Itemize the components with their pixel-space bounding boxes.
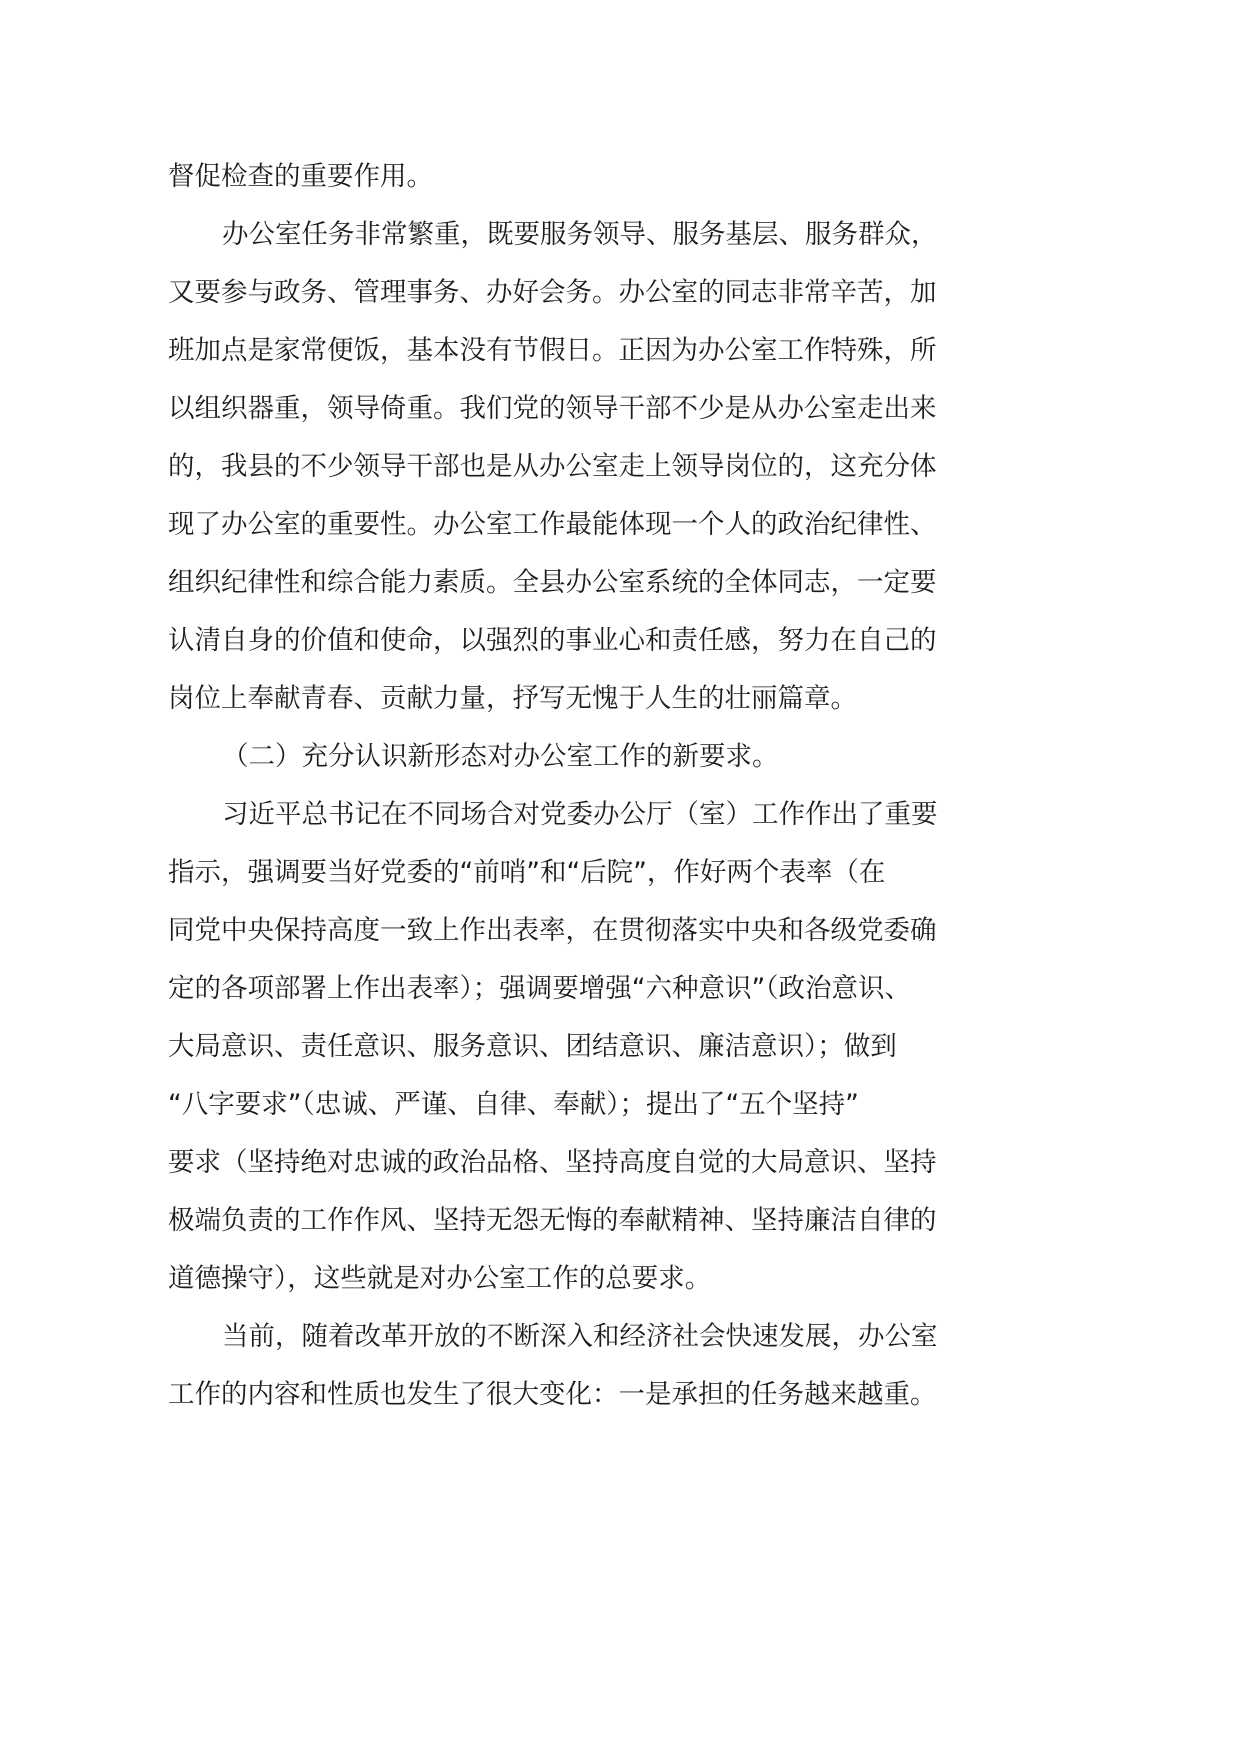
- text-line: “八字要求”（忠诚、严谨、自律、奉献）；提出了“五个坚持”: [168, 1089, 859, 1120]
- text-line: 督促检查的重要作用。: [168, 161, 433, 192]
- paragraph: [168, 206, 1068, 728]
- section-heading: [168, 728, 1068, 786]
- text-line: 同党中央保持高度一致上作出表率，在贯彻落实中央和各级党委确: [168, 915, 937, 946]
- paragraph-continuation: [168, 148, 1068, 206]
- text-line: 指示，强调要当好党委的“前哨”和“后院”，作好两个表率（在: [168, 857, 886, 888]
- text-line: 当前，随着改革开放的不断深入和经济社会快速发展，办公室: [222, 1321, 938, 1352]
- paragraph: [168, 1308, 1068, 1424]
- text-line: 岗位上奉献青春、贡献力量，抒写无愧于人生的壮丽篇章。: [168, 683, 857, 714]
- text-line: 大局意识、责任意识、服务意识、团结意识、廉洁意识）；做到: [168, 1031, 897, 1062]
- text-line: 的，我县的不少领导干部也是从办公室走上领导岗位的，这充分体: [168, 451, 937, 482]
- document-body: [168, 148, 1068, 1424]
- text-line: 极端负责的工作作风、坚持无怨无悔的奉献精神、坚持廉洁自律的: [168, 1205, 937, 1236]
- paragraph: [168, 786, 1068, 1308]
- text-line: 认清自身的价值和使命，以强烈的事业心和责任感，努力在自己的: [168, 625, 937, 656]
- text-line: 班加点是家常便饭，基本没有节假日。正因为办公室工作特殊，所: [168, 335, 937, 366]
- text-line: 办公室任务非常繁重，既要服务领导、服务基层、服务群众，: [222, 219, 938, 250]
- text-line: 定的各项部署上作出表率）；强调要增强“六种意识”（政治意识、: [168, 973, 911, 1004]
- text-line: 现了办公室的重要性。办公室工作最能体现一个人的政治纪律性、: [168, 509, 937, 540]
- text-line: 以组织器重，领导倚重。我们党的领导干部不少是从办公室走出来: [168, 393, 937, 424]
- text-line: 道德操守），这些就是对办公室工作的总要求。: [168, 1263, 712, 1294]
- text-line: 工作的内容和性质也发生了很大变化：一是承担的任务越来越重。: [168, 1379, 937, 1410]
- text-line: 要求（坚持绝对忠诚的政治品格、坚持高度自觉的大局意识、坚持: [168, 1147, 937, 1178]
- text-line: 组织纪律性和综合能力素质。全县办公室系统的全体同志，一定要: [168, 567, 937, 598]
- text-line: 又要参与政务、管理事务、办好会务。办公室的同志非常辛苦，加: [168, 277, 937, 308]
- heading-line: （二）充分认识新形态对办公室工作的新要求。: [222, 741, 779, 772]
- text-line: 习近平总书记在不同场合对党委办公厅（室）工作作出了重要: [222, 799, 938, 830]
